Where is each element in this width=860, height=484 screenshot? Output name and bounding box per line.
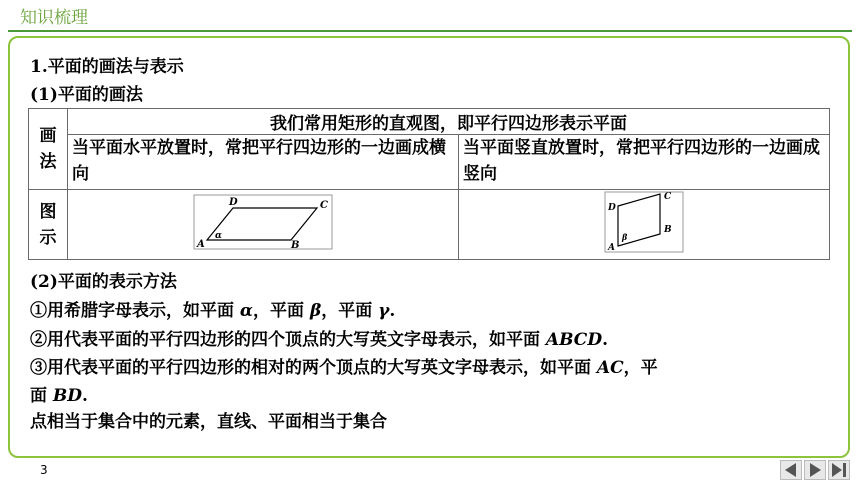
label-C-right: C [664, 192, 672, 202]
prev-slide-button[interactable] [780, 460, 802, 480]
row-label-figure: 图示 [29, 190, 68, 260]
page-number: 3 [40, 463, 48, 477]
label-A-right: A [608, 243, 615, 253]
last-slide-button[interactable] [828, 460, 850, 480]
label-B-right: B [664, 225, 672, 235]
vertical-desc: 当平面竖直放置时，常把平行四边形的一边画成竖向 [459, 135, 830, 190]
section-heading: 1.平面的画法与表示 [30, 57, 184, 77]
prev-arrow-icon [781, 461, 801, 479]
notation-line-3: ③用代表平面的平行四边形的相对的两个顶点的大写英文字母表示，如平面 AC，平 [30, 358, 658, 378]
figure-vertical [459, 190, 830, 260]
label-D: D [229, 197, 238, 208]
notation-line-4: 面 BD. [30, 386, 88, 406]
subheading-drawing: (1)平面的画法 [30, 85, 143, 105]
label-A: A [197, 239, 205, 250]
label-D-right: D [608, 203, 616, 213]
table-span-text: 我们常用矩形的直观图，即平行四边形表示平面 [68, 109, 830, 135]
label-alpha: α [215, 231, 222, 241]
label-beta: β [622, 232, 628, 242]
next-slide-button[interactable] [804, 460, 826, 480]
horizontal-desc: 当平面水平放置时，常把平行四边形的一边画成横向 [68, 135, 459, 190]
label-C: C [320, 200, 328, 211]
row-label-drawing: 画法 [29, 109, 68, 190]
notation-line-2: ②用代表平面的平行四边形的四个顶点的大写英文字母表示，如平面 ABCD. [30, 330, 608, 350]
last-slide-icon [829, 461, 849, 479]
label-B: B [291, 240, 300, 250]
horizontal-parallelogram-figure [193, 194, 333, 250]
drawing-table [28, 108, 830, 260]
figure-horizontal [68, 190, 459, 260]
subheading-notation: (2)平面的表示方法 [30, 272, 177, 292]
set-analogy-line: 点相当于集合中的元素，直线、平面相当于集合 [30, 412, 387, 432]
header-title: 知识梳理 [20, 8, 88, 28]
vertical-parallelogram-figure [604, 190, 684, 254]
notation-line-1: ①用希腊字母表示，如平面 α，平面 β，平面 γ. [30, 301, 396, 321]
header-divider [8, 30, 852, 32]
next-arrow-icon [805, 461, 825, 479]
